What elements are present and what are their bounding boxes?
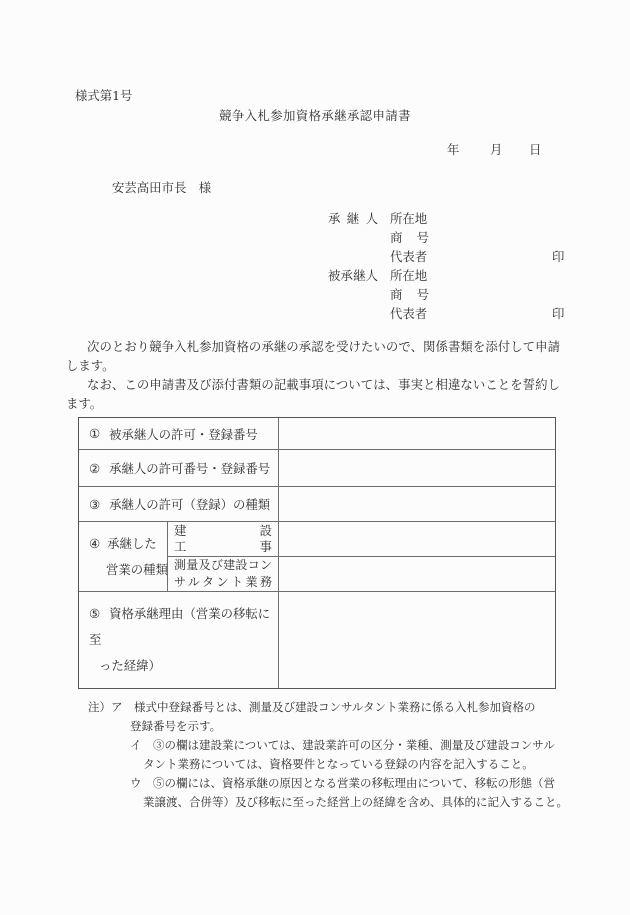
row4-label-line1: 承継した (107, 536, 157, 551)
successor-seal-mark: 印 (552, 249, 565, 264)
qualification-table (78, 417, 556, 689)
note-line-4: タント業務については、資格要件となっている登録の内容を記入すること。 (143, 757, 534, 771)
row1-value-cell (279, 418, 555, 449)
successor-trade-name-label: 商号 (390, 230, 429, 245)
statement-paragraph-2: なお、この申請書及び添付書類の記載事項については、事実と相違ないことを誓約します。 (66, 377, 560, 411)
row5-label (79, 592, 279, 688)
date-line (447, 140, 547, 158)
row3-value-cell (279, 487, 555, 521)
row1-label-text: 被承継人の許可・登録番号 (109, 426, 258, 442)
addressee: 安芸高田市長 様 (112, 180, 212, 195)
notes-block (0, 698, 630, 812)
page-title: 競争入札参加資格承継承認申請書 (219, 108, 411, 123)
successor-address-line (328, 209, 568, 228)
predecessor-address-line (328, 266, 568, 285)
row4-survey-value-cell (279, 557, 555, 592)
row2-label (79, 450, 279, 486)
table-row-3 (79, 487, 555, 522)
successor-representative-line (328, 247, 568, 266)
successor-address-label: 所在地 (390, 211, 428, 226)
row1-number: ① (89, 426, 101, 441)
note-line-3: イ ③の欄は建設業については、建設業許可の区分・業種、測量及び建設コンサル (130, 738, 555, 752)
row1-label (79, 418, 279, 449)
successor-trade-name-line (328, 228, 568, 247)
application-statement (66, 337, 560, 413)
note-line-2: 登録番号を示す。 (130, 719, 222, 733)
row3-number: ③ (89, 496, 101, 512)
row5-label-line1: 資格承継理由（営業の移転に至 (89, 606, 271, 647)
table-row-4 (79, 522, 555, 592)
predecessor-address-label: 所在地 (390, 268, 428, 283)
table-row-5 (79, 592, 555, 688)
row4-construction-value-cell (279, 522, 555, 557)
row2-number: ② (89, 460, 101, 476)
row5-label-line2: った経緯） (99, 658, 161, 673)
predecessor-trade-name-label: 商号 (390, 287, 429, 302)
statement-paragraph-1: 次のとおり競争入札参加資格の承継の承認を受けたいので、関係書類を添付して申請します。 (66, 339, 560, 373)
date-year-label: 年 (447, 142, 460, 157)
predecessor-representative-label: 代表者 (390, 306, 428, 321)
row4-label-line2: 営業の種類 (106, 562, 168, 577)
note-line-5: ウ ⑤の欄には、資格承継の原因となる営業の移転理由について、移転の形態（営 (130, 776, 556, 790)
row2-label-text: 承継人の許可番号・登録番号 (109, 461, 271, 476)
row4-label (79, 522, 168, 592)
row2-value-cell (279, 450, 555, 486)
row4-survey-label: 測量及び建設コン サルタント業務 (168, 557, 279, 592)
table-row-2 (79, 450, 555, 487)
date-month-label: 月 (490, 142, 503, 157)
successor-representative-label: 代表者 (390, 249, 428, 264)
row4-number: ④ (89, 536, 101, 551)
successor-role-label: 承継人 (328, 211, 378, 226)
row3-label-text: 承継人の許可（登録）の種類 (109, 497, 271, 512)
note-line-1: 注）ア 様式中登録番号とは、測量及び建設コンサルタント業務に係る入札参加資格の (88, 700, 536, 714)
note-line-6: 業譲渡、合併等）及び移転に至った経営上の経緯を含め、具体的に記入すること。 (143, 795, 569, 809)
predecessor-representative-line (328, 304, 568, 323)
table-row-1 (79, 418, 555, 450)
predecessor-role-label: 被承継人 (328, 268, 378, 283)
row3-label (79, 487, 279, 521)
parties-block (328, 209, 568, 323)
predecessor-trade-name-line (328, 285, 568, 304)
row5-value-cell (279, 592, 555, 688)
date-day-label: 日 (529, 142, 542, 157)
row4-construction-label: 建設 工事 (168, 522, 279, 557)
form-number: 様式第1号 (75, 88, 133, 103)
predecessor-seal-mark: 印 (552, 306, 565, 321)
row5-number: ⑤ (89, 606, 101, 621)
